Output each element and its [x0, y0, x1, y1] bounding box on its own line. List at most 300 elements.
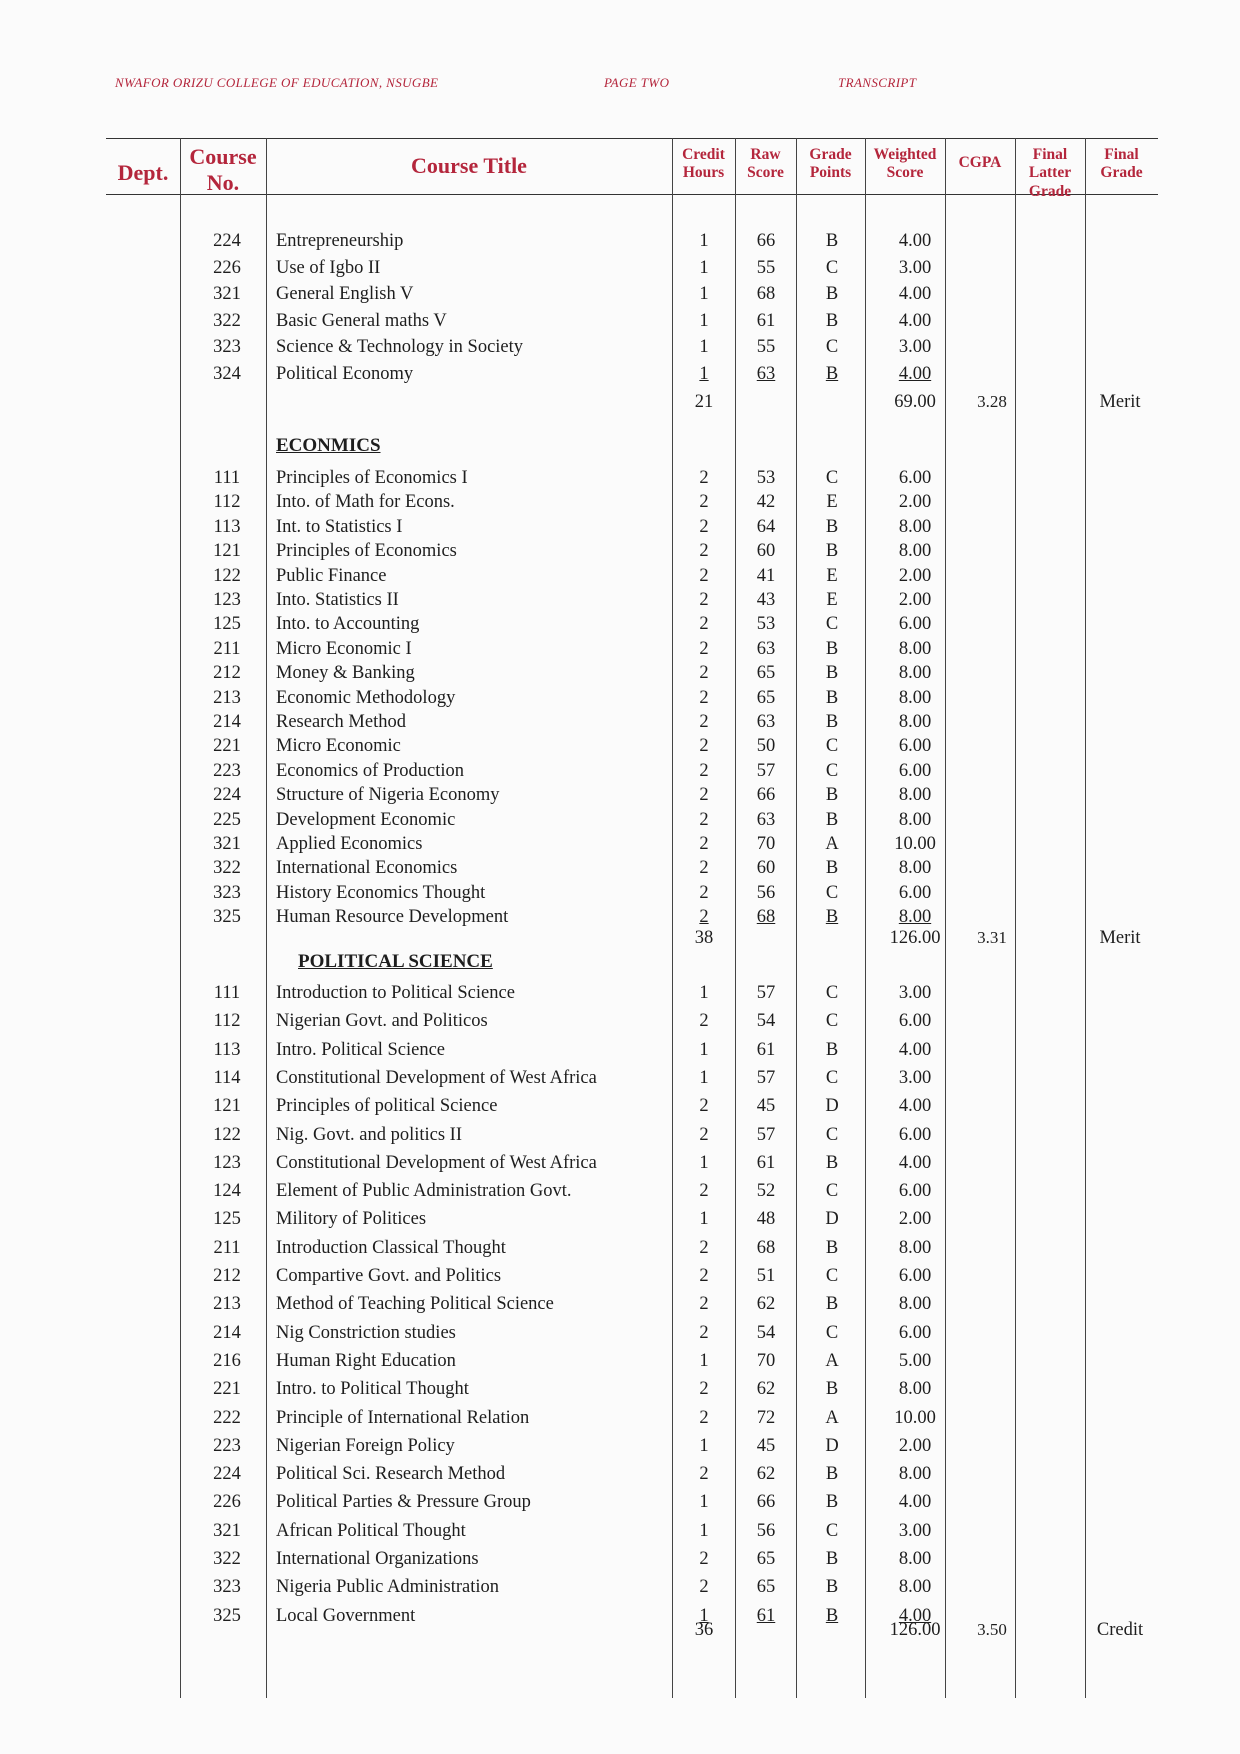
course-title: Applied Economics [276, 834, 423, 854]
raw-score: 70 [756, 834, 776, 854]
course-title: Principles of Economics I [276, 468, 468, 488]
course-title: Human Resource Development [276, 907, 509, 928]
grade-letter: C [825, 257, 839, 278]
col-grade-points [796, 146, 865, 183]
credit-hours: 2 [699, 1124, 709, 1145]
course-number: 224 [213, 785, 241, 806]
course-title: Introduction to Political Science [276, 983, 515, 1003]
course-title: International Organizations [276, 1549, 479, 1569]
final-grade: Merit [1099, 392, 1141, 412]
table-row [0, 1462, 1240, 1486]
credit-hours: 2 [699, 516, 709, 537]
course-number: 325 [213, 1605, 241, 1626]
course-title: Structure of Nigeria Economy [276, 785, 500, 806]
raw-score: 65 [756, 1577, 776, 1598]
course-title: Into. of Math for Econs. [276, 492, 455, 513]
table-row [0, 564, 1240, 588]
course-title: Use of Igbo II [276, 257, 381, 278]
weighted-score: 8.00 [898, 687, 932, 708]
course-title: General English V [276, 284, 414, 305]
credit-hours: 2 [699, 638, 709, 659]
table-row [0, 1490, 1240, 1514]
table-row [0, 1349, 1240, 1373]
credit-hours: 2 [699, 834, 709, 854]
cgpa-value: 3.50 [977, 1620, 1007, 1639]
weighted-score: 2.00 [898, 492, 932, 513]
table-row [0, 1264, 1240, 1288]
weighted-score: 6.00 [898, 1011, 932, 1032]
course-title: Micro Economic I [276, 638, 412, 659]
weighted-score: 6.00 [898, 1322, 932, 1343]
weighted-score: 8.00 [898, 1549, 932, 1569]
table-row [0, 734, 1240, 758]
col-course-title: Course Title [411, 153, 527, 178]
course-title: Nigerian Foreign Policy [276, 1435, 455, 1456]
course-number: 223 [213, 760, 241, 781]
table-row [0, 515, 1240, 539]
raw-score: 65 [756, 687, 776, 708]
course-number: 113 [213, 1039, 241, 1060]
course-title: Principles of Economics [276, 541, 457, 562]
credit-hours: 2 [699, 1181, 709, 1202]
weighted-score: 4.00 [898, 1039, 932, 1060]
table-row [0, 686, 1240, 710]
raw-score: 62 [756, 1464, 776, 1485]
table-row [0, 637, 1240, 661]
raw-score: 55 [756, 257, 776, 278]
table-row [0, 1123, 1240, 1147]
grade-letter: C [825, 614, 839, 635]
course-number: 125 [213, 614, 241, 635]
section-heading: ECONMICS [276, 435, 381, 456]
raw-score: 57 [756, 760, 776, 781]
grade-letter: B [825, 284, 839, 305]
table-row [0, 1519, 1240, 1543]
table-row [0, 612, 1240, 636]
credit-hours: 2 [699, 614, 709, 635]
weighted-score: 8.00 [898, 712, 932, 732]
weighted-score: 3.00 [898, 983, 932, 1003]
table-row [0, 1434, 1240, 1458]
weighted-score: 8.00 [898, 663, 932, 684]
raw-score: 65 [756, 663, 776, 684]
credit-hours: 2 [699, 858, 709, 879]
credit-hours: 2 [699, 1011, 709, 1032]
credit-hours: 2 [699, 760, 709, 781]
credit-hours: 1 [699, 337, 709, 358]
raw-score: 45 [756, 1096, 776, 1117]
credit-hours: 1 [699, 1067, 709, 1088]
table-row [0, 710, 1240, 734]
course-title: Method of Teaching Political Science [276, 1294, 554, 1315]
grade-letter: B [825, 712, 839, 732]
total-credit-hours: 36 [694, 1620, 714, 1640]
grade-letter: B [825, 310, 839, 331]
credit-hours: 1 [699, 1520, 709, 1541]
course-number: 323 [213, 337, 241, 358]
credit-hours: 2 [699, 1096, 709, 1117]
table-row [0, 832, 1240, 856]
course-title: Principle of International Relation [276, 1407, 530, 1428]
raw-score: 54 [756, 1322, 776, 1343]
table-row [0, 1066, 1240, 1090]
col-fg-line1: Final [1104, 146, 1139, 163]
col-course-no-line1: Course [189, 144, 257, 169]
grade-letter: C [825, 1520, 839, 1541]
raw-score: 54 [756, 1011, 776, 1032]
course-number: 214 [213, 1322, 241, 1343]
course-title: Political Sci. Research Method [276, 1464, 506, 1485]
course-number: 123 [213, 1152, 241, 1173]
grade-letter: B [825, 809, 839, 830]
grade-letter: C [825, 337, 839, 358]
col-credit-line1: Credit [682, 146, 725, 163]
grade-letter: D [825, 1209, 839, 1230]
table-row [0, 783, 1240, 807]
college-name: NWAFOR ORIZU COLLEGE OF EDUCATION, NSUGBE [115, 75, 439, 90]
total-weighted-score: 69.00 [894, 392, 936, 412]
weighted-score: 6.00 [898, 1181, 932, 1202]
table-row [0, 1207, 1240, 1231]
course-number: 224 [213, 231, 241, 251]
weighted-score: 4.00 [898, 310, 932, 331]
course-number: 122 [213, 1124, 241, 1145]
table-row [0, 362, 1240, 386]
course-number: 216 [213, 1350, 241, 1371]
raw-score: 57 [756, 983, 776, 1003]
final-grade: Credit [1096, 1620, 1144, 1640]
course-number: 323 [213, 882, 241, 903]
grade-letter: B [825, 785, 839, 806]
raw-score: 62 [756, 1379, 776, 1400]
weighted-score: 4.00 [898, 1152, 932, 1173]
credit-hours: 1 [699, 1209, 709, 1230]
col-gp-line1: Grade [809, 146, 852, 163]
col-fl-line1: Final [1032, 146, 1068, 163]
course-number: 111 [213, 983, 241, 1003]
course-title: History Economics Thought [276, 882, 486, 903]
grade-letter: C [825, 1011, 839, 1032]
col-gp-line2: Points [809, 164, 852, 182]
grade-letter: B [825, 1549, 839, 1569]
weighted-score: 6.00 [898, 882, 932, 903]
raw-score: 56 [756, 1520, 776, 1541]
course-title: Development Economic [276, 809, 456, 830]
raw-score: 55 [756, 337, 776, 358]
raw-score: 41 [756, 565, 776, 586]
course-number: 226 [213, 1492, 241, 1513]
weighted-score: 8.00 [898, 907, 932, 928]
raw-score: 64 [756, 516, 776, 537]
weighted-score: 6.00 [898, 1266, 932, 1286]
course-number: 212 [213, 1266, 241, 1286]
credit-hours: 2 [699, 663, 709, 684]
credit-hours: 2 [699, 590, 709, 610]
grade-letter: C [825, 882, 839, 903]
course-number: 112 [213, 492, 241, 513]
totals-row [0, 1618, 1240, 1642]
col-fl-line2: Latter [1028, 164, 1072, 182]
table-row [0, 466, 1240, 490]
course-title: Constitutional Development of West Africa [276, 1152, 597, 1173]
table-row [0, 1009, 1240, 1033]
raw-score: 42 [756, 492, 776, 513]
raw-score: 57 [756, 1067, 776, 1088]
table-row [0, 1094, 1240, 1118]
course-number: 324 [213, 364, 241, 384]
table-row [0, 309, 1240, 333]
grade-letter: C [825, 468, 839, 488]
credit-hours: 2 [699, 736, 709, 757]
course-title: Compartive Govt. and Politics [276, 1266, 502, 1286]
col-credit-hours [672, 146, 735, 183]
raw-score: 61 [756, 310, 776, 331]
grade-letter: E [826, 492, 838, 513]
credit-hours: 2 [699, 809, 709, 830]
raw-score: 66 [756, 1492, 776, 1513]
grade-letter: B [825, 687, 839, 708]
credit-hours: 1 [699, 231, 709, 251]
totals-row [0, 926, 1240, 950]
course-number: 322 [213, 1549, 241, 1569]
col-dept: Dept. [117, 160, 169, 185]
credit-hours: 1 [699, 983, 709, 1003]
course-number: 211 [213, 1237, 241, 1258]
course-number: 223 [213, 1435, 241, 1456]
weighted-score: 4.00 [898, 284, 932, 305]
credit-hours: 2 [699, 1322, 709, 1343]
weighted-score: 6.00 [898, 1124, 932, 1145]
raw-score: 63 [756, 638, 776, 659]
course-number: 124 [213, 1181, 241, 1202]
grade-letter: A [825, 834, 839, 854]
weighted-score: 4.00 [898, 1096, 932, 1117]
grade-letter: C [825, 1181, 839, 1202]
course-title: Principles of political Science [276, 1096, 498, 1117]
course-number: 213 [213, 1294, 241, 1315]
table-row [0, 490, 1240, 514]
weighted-score: 2.00 [898, 590, 932, 610]
course-number: 321 [213, 834, 241, 854]
final-grade: Merit [1099, 928, 1141, 948]
table-row [0, 1179, 1240, 1203]
grade-letter: B [825, 364, 839, 384]
course-number: 111 [213, 468, 241, 488]
table-row [0, 759, 1240, 783]
course-title: Nig. Govt. and politics II [276, 1124, 463, 1145]
weighted-score: 2.00 [898, 1209, 932, 1230]
course-number: 211 [213, 638, 241, 659]
raw-score: 53 [756, 468, 776, 488]
raw-score: 51 [756, 1266, 776, 1286]
weighted-score: 10.00 [894, 1407, 936, 1428]
course-number: 212 [213, 663, 241, 684]
table-row [0, 1038, 1240, 1062]
table-row [0, 1236, 1240, 1260]
total-credit-hours: 21 [694, 392, 714, 412]
credit-hours: 1 [699, 257, 709, 278]
grade-letter: B [825, 1492, 839, 1513]
weighted-score: 3.00 [898, 257, 932, 278]
course-number: 221 [213, 736, 241, 757]
weighted-score: 8.00 [898, 1294, 932, 1315]
weighted-score: 8.00 [898, 1379, 932, 1400]
course-title: Money & Banking [276, 663, 415, 684]
col-fl-line3: Grade [1028, 182, 1072, 200]
weighted-score: 8.00 [898, 1577, 932, 1598]
course-title: Nig Constriction studies [276, 1322, 456, 1343]
course-number: 321 [213, 284, 241, 305]
credit-hours: 2 [699, 712, 709, 732]
weighted-score: 8.00 [898, 785, 932, 806]
credit-hours: 1 [699, 1039, 709, 1060]
course-title: Militory of Politices [276, 1209, 427, 1230]
course-title: Introduction Classical Thought [276, 1237, 506, 1258]
grade-letter: B [825, 1577, 839, 1598]
course-title: Intro. to Political Thought [276, 1379, 469, 1400]
raw-score: 57 [756, 1124, 776, 1145]
grade-letter: C [825, 1067, 839, 1088]
page-label: PAGE TWO [604, 75, 670, 90]
course-number: 121 [213, 541, 241, 562]
top-rule [106, 138, 1158, 139]
credit-hours: 2 [699, 541, 709, 562]
raw-score: 62 [756, 1294, 776, 1315]
credit-hours: 1 [699, 310, 709, 331]
raw-score: 70 [756, 1350, 776, 1371]
weighted-score: 6.00 [898, 614, 932, 635]
grade-letter: B [825, 1237, 839, 1258]
course-number: 221 [213, 1379, 241, 1400]
col-weighted-score [865, 146, 945, 183]
course-number: 225 [213, 809, 241, 830]
table-row [0, 808, 1240, 832]
credit-hours: 2 [699, 882, 709, 903]
credit-hours: 2 [699, 1266, 709, 1286]
course-number: 222 [213, 1407, 241, 1428]
weighted-score: 4.00 [898, 1492, 932, 1513]
weighted-score: 5.00 [898, 1350, 932, 1371]
table-row [0, 1547, 1240, 1571]
raw-score: 61 [756, 1039, 776, 1060]
weighted-score: 8.00 [898, 638, 932, 659]
credit-hours: 1 [699, 1350, 709, 1371]
weighted-score: 3.00 [898, 1520, 932, 1541]
raw-score: 68 [756, 907, 776, 928]
course-number: 321 [213, 1520, 241, 1541]
grade-letter: B [825, 541, 839, 562]
course-title: Local Government [276, 1605, 416, 1626]
course-number: 214 [213, 712, 241, 732]
grade-letter: B [825, 858, 839, 879]
course-title: Into. Statistics II [276, 590, 399, 610]
course-title: Political Economy [276, 364, 414, 384]
section-heading: POLITICAL SCIENCE [298, 951, 493, 972]
weighted-score: 8.00 [898, 809, 932, 830]
weighted-score: 2.00 [898, 1435, 932, 1456]
grade-letter: B [825, 907, 839, 928]
credit-hours: 2 [699, 1379, 709, 1400]
weighted-score: 4.00 [898, 1605, 932, 1626]
weighted-score: 4.00 [898, 364, 932, 384]
raw-score: 48 [756, 1209, 776, 1230]
credit-hours: 2 [699, 687, 709, 708]
col-ws-line2: Score [886, 164, 924, 182]
course-number: 322 [213, 858, 241, 879]
total-weighted-score: 126.00 [889, 928, 941, 948]
course-number: 213 [213, 687, 241, 708]
grade-letter: D [825, 1096, 839, 1117]
course-title: Public Finance [276, 565, 387, 586]
raw-score: 61 [756, 1605, 776, 1626]
weighted-score: 3.00 [898, 1067, 932, 1088]
table-row [0, 661, 1240, 685]
table-row [0, 1377, 1240, 1401]
credit-hours: 1 [699, 284, 709, 305]
raw-score: 61 [756, 1152, 776, 1173]
raw-score: 60 [756, 858, 776, 879]
col-course-no-line2: No. [206, 169, 240, 195]
raw-score: 43 [756, 590, 776, 610]
course-title: Nigerian Govt. and Politicos [276, 1011, 488, 1032]
course-title: African Political Thought [276, 1520, 466, 1541]
weighted-score: 4.00 [898, 231, 932, 251]
raw-score: 60 [756, 541, 776, 562]
table-row [0, 335, 1240, 359]
table-row [0, 256, 1240, 280]
credit-hours: 2 [699, 785, 709, 806]
course-title: Economic Methodology [276, 687, 456, 708]
grade-letter: B [825, 1039, 839, 1060]
course-title: International Economics [276, 858, 458, 879]
weighted-score: 6.00 [898, 760, 932, 781]
course-number: 123 [213, 590, 241, 610]
weighted-score: 8.00 [898, 858, 932, 879]
credit-hours: 2 [699, 565, 709, 586]
raw-score: 65 [756, 1549, 776, 1569]
grade-letter: B [825, 1294, 839, 1315]
grade-letter: B [825, 638, 839, 659]
cgpa-value: 3.31 [977, 928, 1007, 947]
grade-letter: C [825, 1124, 839, 1145]
course-title: Basic General maths V [276, 310, 447, 331]
course-number: 114 [213, 1067, 241, 1088]
course-title: Intro. Political Science [276, 1039, 446, 1060]
raw-score: 68 [756, 1237, 776, 1258]
course-title: Int. to Statistics I [276, 516, 403, 537]
totals-row [0, 390, 1240, 414]
course-number: 112 [213, 1011, 241, 1032]
credit-hours: 2 [699, 1549, 709, 1569]
course-number: 325 [213, 907, 241, 928]
col-final-grade [1085, 146, 1158, 183]
weighted-score: 8.00 [898, 516, 932, 537]
grade-letter: B [825, 1464, 839, 1485]
grade-letter: B [825, 1379, 839, 1400]
course-number: 122 [213, 565, 241, 586]
col-raw-line2: Score [747, 164, 784, 182]
course-title: Into. to Accounting [276, 614, 420, 635]
grade-letter: E [826, 590, 838, 610]
credit-hours: 2 [699, 1464, 709, 1485]
course-title: Constitutional Development of West Africa [276, 1067, 597, 1088]
raw-score: 45 [756, 1435, 776, 1456]
table-row [0, 282, 1240, 306]
raw-score: 53 [756, 614, 776, 635]
raw-score: 72 [756, 1407, 776, 1428]
col-raw-score [735, 146, 796, 183]
credit-hours: 2 [699, 1237, 709, 1258]
